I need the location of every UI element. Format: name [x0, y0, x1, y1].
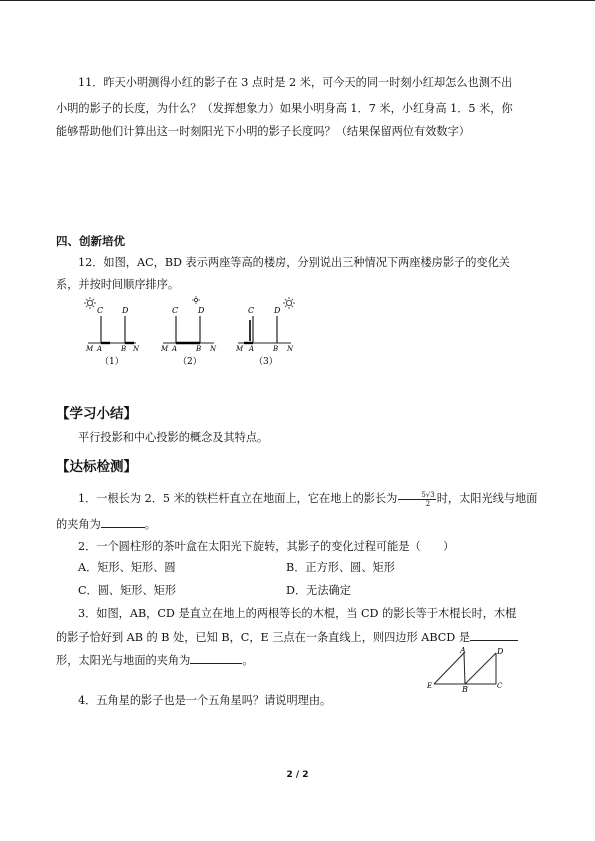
option-c[interactable]: C．圆、矩形、矩形 — [78, 584, 177, 597]
label-n: N — [287, 345, 294, 353]
test-q1-line-1 — [56, 488, 546, 510]
q12-figures — [76, 294, 308, 370]
option-b[interactable]: B．正方形、圆、矩形 — [286, 561, 395, 574]
q3-line2-text: 的影子恰好到 AB 的 B 处，已知 B，C，E 三点在一条直线上，则四边形 ABCD 是 — [56, 631, 471, 644]
q1-text-before: 1．一根长为 2．5 米的铁栏杆直立在地面上，它在地上的影长为 — [78, 492, 398, 505]
q3-figure — [426, 645, 508, 695]
label-a: A — [249, 345, 255, 353]
label-a: A — [172, 345, 178, 353]
q12-line-1: 12．如图，AC，BD 表示两座等高的楼房，分别说出三种情况下两座楼房影子的变化关 — [78, 256, 510, 269]
test-q3-line-1: 3．如图，AB，CD 是直立在地上的两根等长的木棍，当 CD 的影长等于木棍长时，木棍 — [78, 607, 517, 620]
q3-line3-text: 形，太阳光与地面的夹角为 — [56, 654, 191, 667]
answer-blank[interactable] — [190, 651, 242, 664]
page-number: 2 / 2 — [286, 770, 309, 780]
sun-icon — [283, 297, 295, 309]
answer-blank[interactable] — [470, 628, 518, 641]
label-d: D — [198, 306, 205, 315]
label-c: C — [172, 306, 179, 315]
answer-blank[interactable] — [101, 515, 145, 528]
label-m: M — [86, 345, 94, 353]
label-d: D — [497, 647, 504, 656]
label-c: C — [497, 682, 503, 690]
summary-text: 平行投影和中心投影的概念及其特点。 — [78, 431, 269, 444]
label-n: N — [210, 345, 217, 353]
option-d[interactable]: D．无法确定 — [286, 584, 351, 597]
section-title: 四、创新培优 — [56, 234, 125, 248]
q1-end: 。 — [144, 518, 156, 531]
fraction-numerator: 5√3 — [398, 491, 435, 500]
sun-icon — [192, 296, 200, 304]
label-b: B — [462, 685, 468, 694]
top-rule — [0, 0, 595, 1]
label-d: D — [274, 306, 281, 315]
label-c: C — [248, 306, 255, 315]
q1-line2-text: 的夹角为 — [56, 518, 101, 531]
figure-caption: （3） — [254, 357, 278, 367]
test-q2-stem: 2．一个圆柱形的茶叶盒在太阳光下旋转，其影子的变化过程可能是（ ） — [78, 540, 455, 553]
figure-1 — [84, 297, 140, 367]
label-n: N — [133, 345, 140, 353]
label-a: A — [97, 345, 103, 353]
sun-icon — [84, 297, 96, 309]
fraction-denominator: 2 — [425, 499, 431, 508]
label-m: M — [161, 345, 169, 353]
fraction — [398, 491, 435, 508]
figure-3 — [235, 297, 295, 367]
option-a[interactable]: A．矩形、矩形、圆 — [78, 561, 176, 574]
q12-line-2: 系，并按时间顺序排序。 — [56, 278, 180, 291]
label-c: C — [97, 306, 104, 315]
summary-title: 【学习小结】 — [56, 406, 137, 422]
label-m: M — [236, 345, 244, 353]
test-q1-line-2 — [56, 514, 546, 536]
label-e: E — [427, 682, 433, 690]
label-a: A — [460, 646, 466, 655]
test-q4: 4．五角星的影子也是一个五角星吗？请说明理由。 — [78, 694, 332, 707]
figure-2 — [160, 296, 217, 367]
q11-line-3: 能够帮助他们计算出这一时刻阳光下小明的影子长度吗？（结果保留两位有效数字） — [56, 125, 470, 138]
label-b: B — [121, 345, 127, 353]
q11-line-1: 11．昨天小明测得小红的影子在 3 点时是 2 米，可今天的同一时刻小红却怎么也测不出 — [78, 76, 513, 89]
label-d: D — [122, 306, 129, 315]
q3-line3-end: 。 — [242, 654, 254, 667]
q1-text-after: 时，太阳光线与地面 — [436, 492, 538, 505]
q11-line-2: 小明的影子的长度，为什么？（发挥想象力）如果小明身高 1．7 米，小红身高 1．5 米，你 — [56, 102, 513, 115]
figure-caption: （1） — [100, 357, 124, 367]
figure-caption: （2） — [178, 357, 202, 367]
label-b: B — [273, 345, 279, 353]
test-title: 【达标检测】 — [56, 459, 137, 475]
label-b: B — [196, 345, 202, 353]
